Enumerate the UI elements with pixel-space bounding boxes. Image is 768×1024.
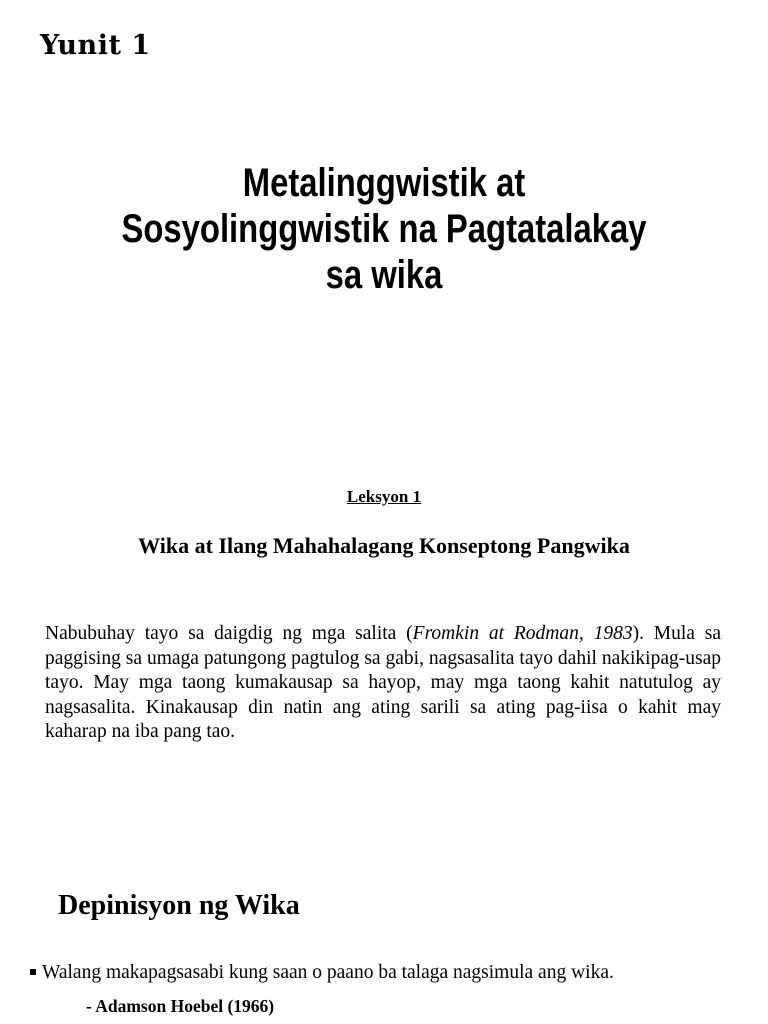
main-title-line-2: Sosyolinggwistik na Pagtatalakay — [121, 207, 647, 251]
intro-paragraph — [45, 622, 721, 745]
intro-text-end: ). Mula sa paggising sa umaga patungong pagtulog sa gabi, nagsasalita tayo dahil nakikipag-usap tayo. May mga taong kumakausap sa hayop, may mga taong kahit natutulog ay nagsasalita. Kinakausap din natin ang ating sarili sa ating pag-iisa o kahit may kaharap na iba pang tao. — [45, 623, 722, 742]
main-title-line-3: sa wika — [325, 253, 443, 297]
main-title-line-1: Metalinggwistik at — [242, 161, 526, 205]
lesson-label: Leksyon 1 — [346, 487, 422, 506]
definition-bullet — [30, 962, 614, 984]
intro-text-start: Nabubuhay tayo sa daigdig ng mga salita ( — [45, 623, 413, 644]
intro-citation: Fromkin at Rodman, 1983 — [412, 623, 633, 644]
main-title — [118, 160, 649, 298]
lesson-title: Wika at Ilang Mahahalagang Konseptong Pangwika — [138, 533, 630, 558]
unit-label: Yunit 1 — [40, 30, 151, 61]
definition-heading: Depinisyon ng Wika — [58, 890, 300, 921]
definition-bullet-text: Walang makapagsasabi kung saan o paano ba talaga nagsimula ang wika. — [42, 962, 614, 983]
square-bullet-icon — [30, 969, 36, 975]
definition-attribution: - Adamson Hoebel (1966) — [86, 996, 275, 1016]
